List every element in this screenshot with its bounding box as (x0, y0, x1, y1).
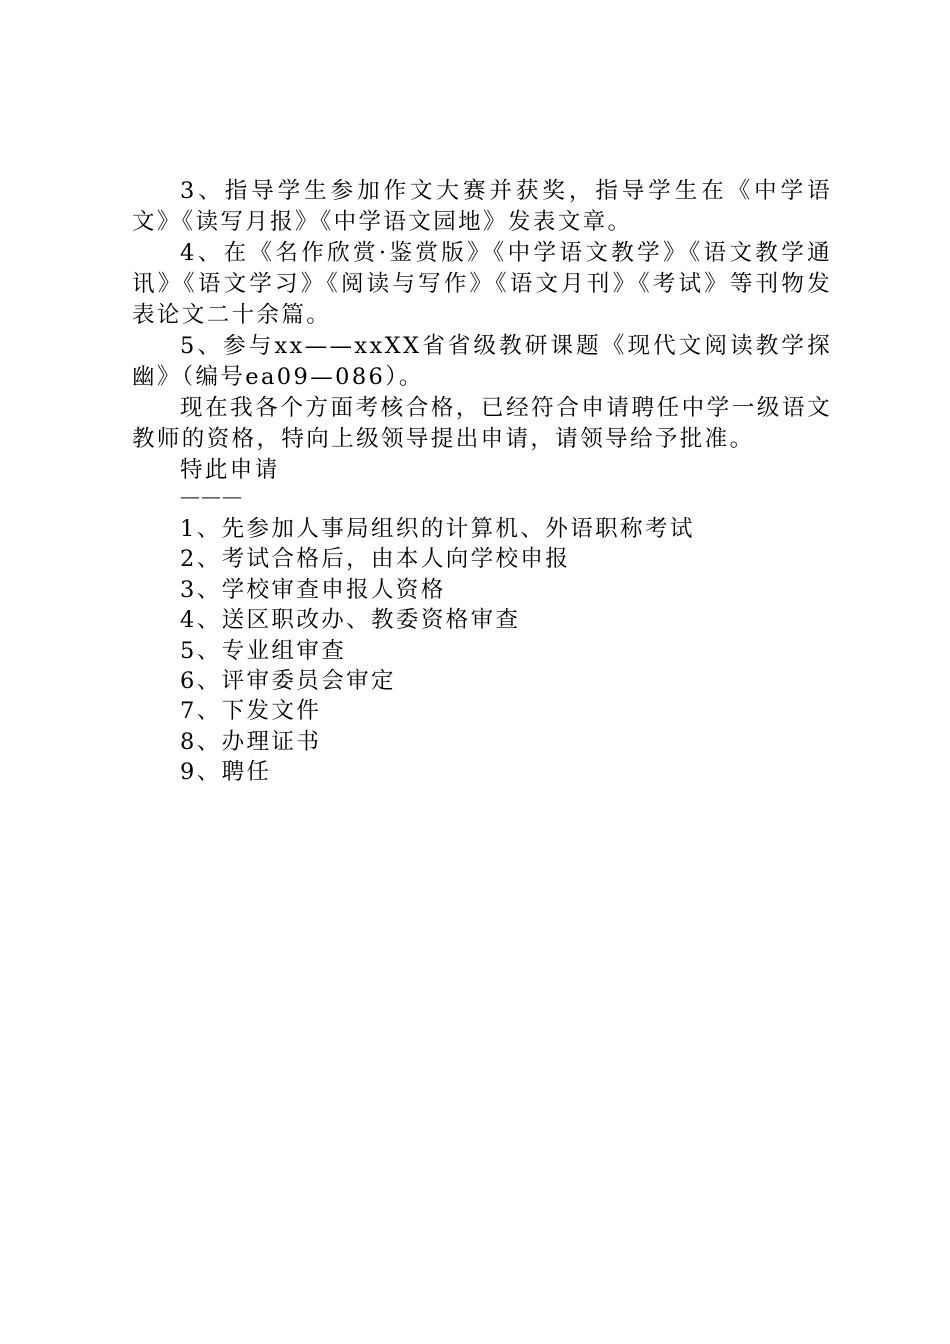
list-item: 3、学校审查申报人资格 (180, 576, 446, 603)
list-item: 4、送区职改办、教委资格审查 (180, 607, 521, 634)
document-body (132, 176, 832, 788)
list-item: 1、先参加人事局组织的计算机、外语职称考试 (180, 516, 695, 542)
list-item: 5、专业组审查 (180, 637, 347, 664)
list-item: 2、考试合格后，由本人向学校申报 (180, 546, 571, 573)
paragraph-achievement-5: 5、参与xx——xxXX省省级教研课题《现代文阅读教学探幽》（编号ea09—086）。 (132, 333, 832, 390)
list-item: 7、下发文件 (180, 698, 322, 725)
separator-dashes: ——— (180, 484, 243, 508)
paragraph-application-statement: 现在我各个方面考核合格，已经符合申请聘任中学一级语文教师的资格，特向上级领导提出申请，请领导给予批准。 (132, 395, 832, 452)
list-item: 8、办理证书 (180, 728, 322, 755)
list-item: 6、评审委员会审定 (180, 667, 396, 694)
procedure-steps-list (132, 514, 832, 788)
paragraph-achievement-3: 3、指导学生参加作文大赛并获奖，指导学生在《中学语文》《读写月报》《中学语文园地》发表文章。 (132, 178, 832, 235)
list-item: 9、聘任 (180, 759, 272, 786)
closing-text: 特此申请 (180, 457, 280, 483)
paragraph-achievement-4: 4、在《名作欣赏·鉴赏版》《中学语文教学》《语文教学通讯》《语文学习》《阅读与写作》《语文月刊》《考试》等刊物发表论文二十余篇。 (132, 240, 832, 328)
